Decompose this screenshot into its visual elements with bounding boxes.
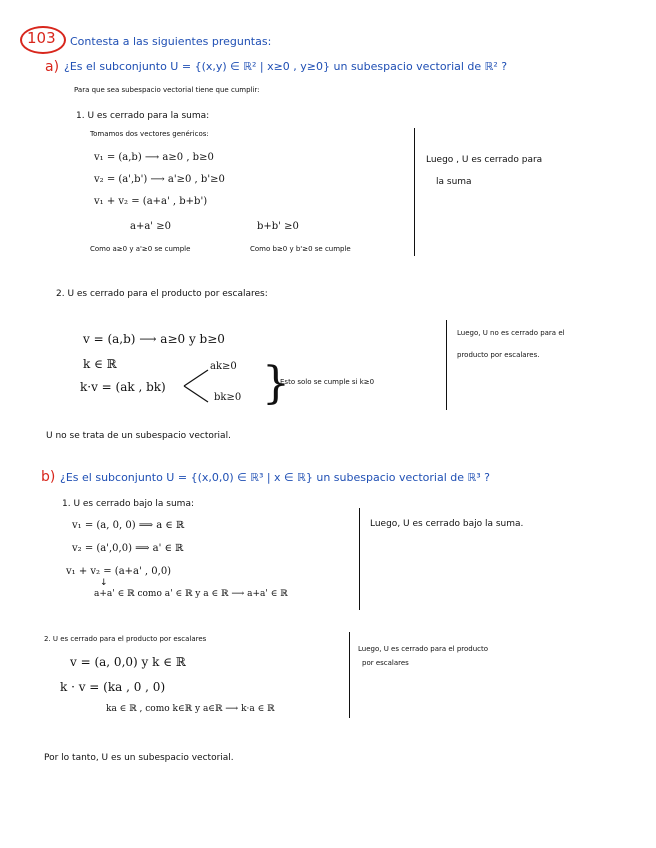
- part-b-step1-conclusion: Luego, U es cerrado bajo la suma.: [370, 519, 524, 529]
- part-a-step1-conclusion-2: la suma: [436, 177, 472, 187]
- instruction: Contesta a las siguientes preguntas:: [70, 35, 272, 48]
- split-arrows: [182, 366, 212, 406]
- divider-a2: [446, 320, 447, 410]
- part-a-step2-ak: ak≥0: [210, 361, 237, 372]
- part-a-step1-c2: b+b' ≥0: [257, 221, 299, 232]
- part-b-step1-v2: v₂ = (a',0,0) ⟹ a' ∈ ℝ: [72, 543, 184, 554]
- part-a-step1-take: Tomamos dos vectores genéricos:: [90, 130, 209, 138]
- part-a-step1-v2: v₂ = (a',b') ⟶ a'≥0 , b'≥0: [94, 174, 225, 185]
- part-a-step2-title: 2. U es cerrado para el producto por escalares:: [56, 289, 268, 299]
- divider-b2: [349, 632, 350, 718]
- part-b-step1-line: a+a' ∈ ℝ como a' ∈ ℝ y a ∈ ℝ ⟶ a+a' ∈ ℝ: [94, 589, 288, 599]
- part-b-label: b): [41, 469, 56, 485]
- divider-a1: [414, 128, 415, 256]
- part-a-step2-conclusion-2: producto por escalares.: [457, 351, 540, 359]
- part-a-step1-title: 1. U es cerrado para la suma:: [76, 111, 210, 121]
- right-brace: }: [262, 358, 290, 409]
- part-a-step2-v: v = (a,b) ⟶ a≥0 y b≥0: [83, 332, 225, 346]
- part-a-question: ¿Es el subconjunto U = {(x,y) ∈ ℝ² | x≥0 , y≥0} un subespacio vectorial de ℝ² ?: [64, 60, 508, 73]
- part-a-step2-note: Esto solo se cumple si k≥0: [280, 378, 375, 386]
- part-b-step2-line: ka ∈ ℝ , como k∈ℝ y a∈ℝ ⟶ k·a ∈ ℝ: [106, 704, 275, 714]
- part-a-step1-sum: v₁ + v₂ = (a+a' , b+b'): [94, 196, 208, 207]
- part-a-intro: Para que sea subespacio vectorial tiene que cumplir:: [74, 86, 260, 94]
- part-a-final: U no se trata de un subespacio vectorial.: [46, 431, 231, 441]
- part-a-step2-conclusion-1: Luego, U no es cerrado para el: [457, 329, 565, 337]
- part-a-step1-c1: a+a' ≥0: [130, 221, 171, 232]
- down-arrow: ↓: [100, 578, 108, 588]
- part-b-step2-conclusion-2: por escalares: [362, 659, 409, 667]
- part-a-label: a): [45, 59, 60, 75]
- divider-b1: [359, 508, 360, 610]
- exercise-number: 103: [27, 29, 56, 47]
- part-b-question: ¿Es el subconjunto U = {(x,0,0) ∈ ℝ³ | x ∈ ℝ} un subespacio vectorial de ℝ³ ?: [60, 471, 490, 484]
- part-a-step2-bk: bk≥0: [214, 392, 242, 403]
- part-a-step1-note2: Como b≥0 y b'≥0 se cumple: [250, 245, 351, 253]
- part-b-step1-v1: v₁ = (a, 0, 0) ⟹ a ∈ ℝ: [72, 520, 185, 531]
- part-a-step2-kv: k·v = (ak , bk): [80, 380, 166, 394]
- part-a-step1-note1: Como a≥0 y a'≥0 se cumple: [90, 245, 191, 253]
- part-b-step2-conclusion-1: Luego, U es cerrado para el producto: [358, 645, 489, 653]
- part-b-final: Por lo tanto, U es un subespacio vectorial.: [44, 753, 234, 763]
- part-b-step2-title: 2. U es cerrado para el producto por escalares: [44, 635, 207, 643]
- part-b-step2-v: v = (a, 0,0) y k ∈ ℝ: [70, 655, 186, 669]
- part-a-step1-conclusion-1: Luego , U es cerrado para: [426, 155, 543, 165]
- part-b-step2-kv: k · v = (ka , 0 , 0): [60, 680, 166, 694]
- part-b-step1-title: 1. U es cerrado bajo la suma:: [62, 499, 194, 509]
- part-b-step1-sum: v₁ + v₂ = (a+a' , 0,0): [66, 566, 172, 577]
- part-a-step2-k: k ∈ ℝ: [83, 357, 117, 371]
- part-a-step1-v1: v₁ = (a,b) ⟶ a≥0 , b≥0: [94, 152, 214, 163]
